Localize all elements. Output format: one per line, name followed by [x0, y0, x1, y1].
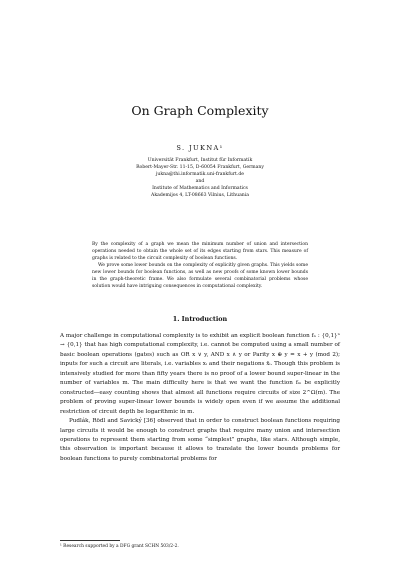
affiliation-line: Robert-Mayer-Str. 11-15, D-60054 Frankfurt, Germany [136, 165, 264, 170]
affiliation-line: Universität Frankfurt, Institut für Informatik [147, 158, 253, 163]
body-paragraph: Pudlák, Rödl and Savický [36] observed that in order to construct boolean functions requiring large circuits it would be enough to construct graphs that require many union and intersection operations to represent them starting from some “simplest” graphs, like stars. Although simple, this observation is important because it allows to translate the lower bounds problems for boolean functions to purely combinatorial problems for [60, 418, 340, 462]
footnote: ¹ Research supported by a DFG grant SCHN 503/2-2. [60, 544, 179, 549]
affiliation-line: Institute of Mathematics and Informatics [152, 186, 248, 191]
abstract [92, 241, 308, 290]
affiliation-line: Akademijos 4, LT-08663 Vilnius, Lithuania [151, 193, 249, 198]
footnote-rule [60, 540, 120, 541]
body-paragraph: A major challenge in computational complexity is to exhibit an explicit boolean function fₙ : {0,1}ⁿ → {0,1} that has high computational complexity, i.e. cannot be computed using a small number of basic boolean operations (gates) such as OR x ∨ y, AND x ∧ y or Parity x ⊕ y = x + y (mod 2); inputs for such a circuit are literals, i.e. variables xᵢ and their negations x̄ᵢ. Though this problem is intensively studied for more than fifty years there is no proof of a lower bound super-linear in the number of variables m. The main difficulty here is that we want the function fₘ be explicitly constructed—easy counting shows that almost all functions require circuits of size 2^Ω(m). The problem of proving super-linear lower bounds is widely open even if we assume the additional restriction of circuit depth be logarithmic in m. [60, 333, 340, 415]
affiliation-line: and [195, 179, 205, 184]
abstract-paragraph: We prove some lower bounds on the complexity of explicitly given graphs. This yields some new lower bounds for boolean functions, as well as new proofs of some known lower bounds in the graph-theoretic frame. We also formulate several combinatorial problems whose solution would have intriguing consequences in computational complexity. [92, 263, 308, 289]
paper-title: On Graph Complexity [131, 103, 269, 118]
section-heading: 1. Introduction [172, 315, 228, 323]
author-email: jukna@thi.informatik.uni-frankfurt.de [155, 172, 245, 177]
body-text [60, 332, 340, 464]
author-name: S. JUKNA¹ [176, 144, 224, 152]
abstract-paragraph: By the complexity of a graph we mean the minimum number of union and intersection operations needed to obtain the whole set of its edges starting from stars. This measure of graphs is related to the circuit complexity of boolean functions. [92, 242, 308, 261]
author-affiliation [0, 157, 400, 199]
